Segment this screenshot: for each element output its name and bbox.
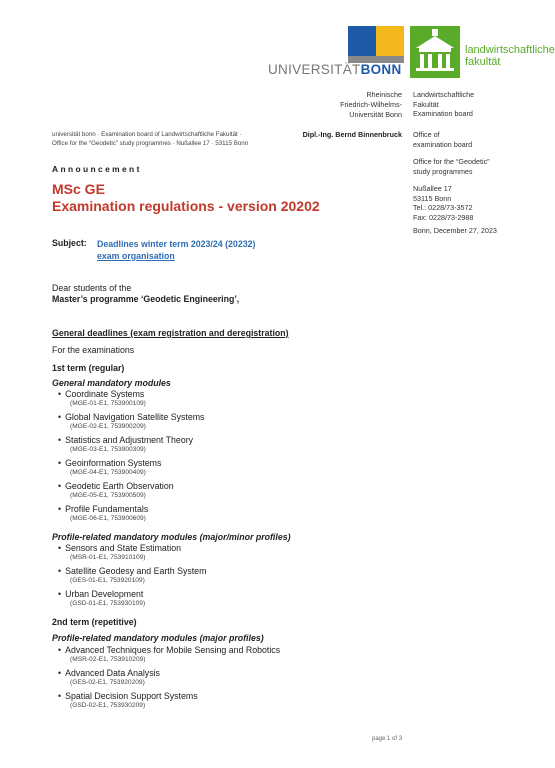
module-name: • Satellite Geodesy and Earth System (58, 566, 206, 577)
term1-heading: 1st term (regular) (52, 363, 125, 373)
group-title-profile-major: Profile-related mandatory modules (major profiles) (52, 633, 264, 643)
letter-date: Bonn, December 27, 2023 (413, 226, 497, 235)
right-office: Office of examination board (413, 130, 473, 149)
term2-heading: 2nd term (repetitive) (52, 617, 137, 627)
module-name: • Coordinate Systems (58, 389, 204, 400)
module-code: (MGE-04-E1, 753900409) (70, 469, 146, 476)
module-name: • Geoinformation Systems (58, 458, 204, 469)
university-logo-text: UNIVERSITÄTBONN (268, 62, 402, 77)
page-number: page 1 of 3 (372, 736, 403, 742)
module-name: • Sensors and State Estimation (58, 543, 206, 554)
module-name: • Global Navigation Satellite Systems (58, 412, 204, 423)
module-code: (GES-02-E1, 753920209) (70, 679, 145, 686)
module-list-general (58, 389, 204, 523)
sender-name: Dipl.-Ing. Bernd Binnenbruck (302, 130, 402, 139)
module-code: (GSD-02-E1, 753930209) (70, 702, 146, 709)
announcement-label: Announcement (52, 164, 142, 174)
return-address: universität bonn · Examination board of Landwirtschaftliche Fakultät · Office for the “Geodetic” study programmes · Nußallee 17 · 53115 Bonn (52, 131, 249, 147)
subject-value: Deadlines winter term 2023/24 (20232) exam organisation (97, 239, 256, 261)
module-code: (MGE-02-E1, 753900209) (70, 423, 146, 430)
module-code: (GES-01-E1, 753920109) (70, 577, 145, 584)
right-address: Nußallee 17 53115 Bonn Tel.: 0228/73-3572 Fax: 0228/73-2988 (413, 184, 474, 222)
module-name: • Urban Development (58, 589, 206, 600)
right-faculty: Landwirtschaftliche Fakultät Examination board (413, 90, 475, 118)
faculty-building-icon (410, 26, 460, 78)
module-code: (MGE-03-E1, 753900309) (70, 446, 146, 453)
module-list-profile-major-minor (58, 543, 206, 608)
general-deadlines-heading: General deadlines (exam registration and deregistration) (52, 328, 289, 338)
module-code: (MSR-02-E1, 753910209) (70, 656, 146, 663)
module-name: • Geodetic Earth Observation (58, 481, 204, 492)
faculty-logo (410, 26, 555, 78)
module-code: (MGE-06-E1, 753900609) (70, 515, 146, 522)
module-name: • Profile Fundamentals (58, 504, 204, 515)
module-code: (MGE-01-E1, 753900109) (70, 400, 146, 407)
module-name: • Spatial Decision Support Systems (58, 691, 280, 702)
module-code: (GSD-01-E1, 753930109) (70, 600, 146, 607)
document-title: MSc GE Examination regulations - version 20202 (52, 181, 320, 214)
module-name: • Advanced Data Analysis (58, 668, 280, 679)
group-title-profile-major-minor: Profile-related mandatory modules (major/minor profiles) (52, 532, 291, 542)
faculty-logo-text: landwirtschaftliche fakultät (465, 44, 555, 68)
sender-institution: Rheinische Friedrich-Wilhelms- Universität Bonn (340, 90, 402, 119)
university-logo (268, 26, 404, 78)
module-list-profile-major (58, 645, 280, 710)
subject-label: Subject: (52, 238, 87, 248)
right-office-programmes: Office for the “Geodetic” study programmes (413, 157, 490, 176)
group-title-general-mandatory: General mandatory modules (52, 378, 171, 388)
for-examinations-text: For the examinations (52, 345, 135, 355)
module-code: (MGE-05-E1, 753900509) (70, 492, 146, 499)
salutation: Dear students of the Master’s programme ‘Geodetic Engineering’, (52, 283, 240, 304)
module-name: • Statistics and Adjustment Theory (58, 435, 204, 446)
module-code: (MSR-01-E1, 753910109) (70, 554, 146, 561)
module-name: • Advanced Techniques for Mobile Sensing and Robotics (58, 645, 280, 656)
